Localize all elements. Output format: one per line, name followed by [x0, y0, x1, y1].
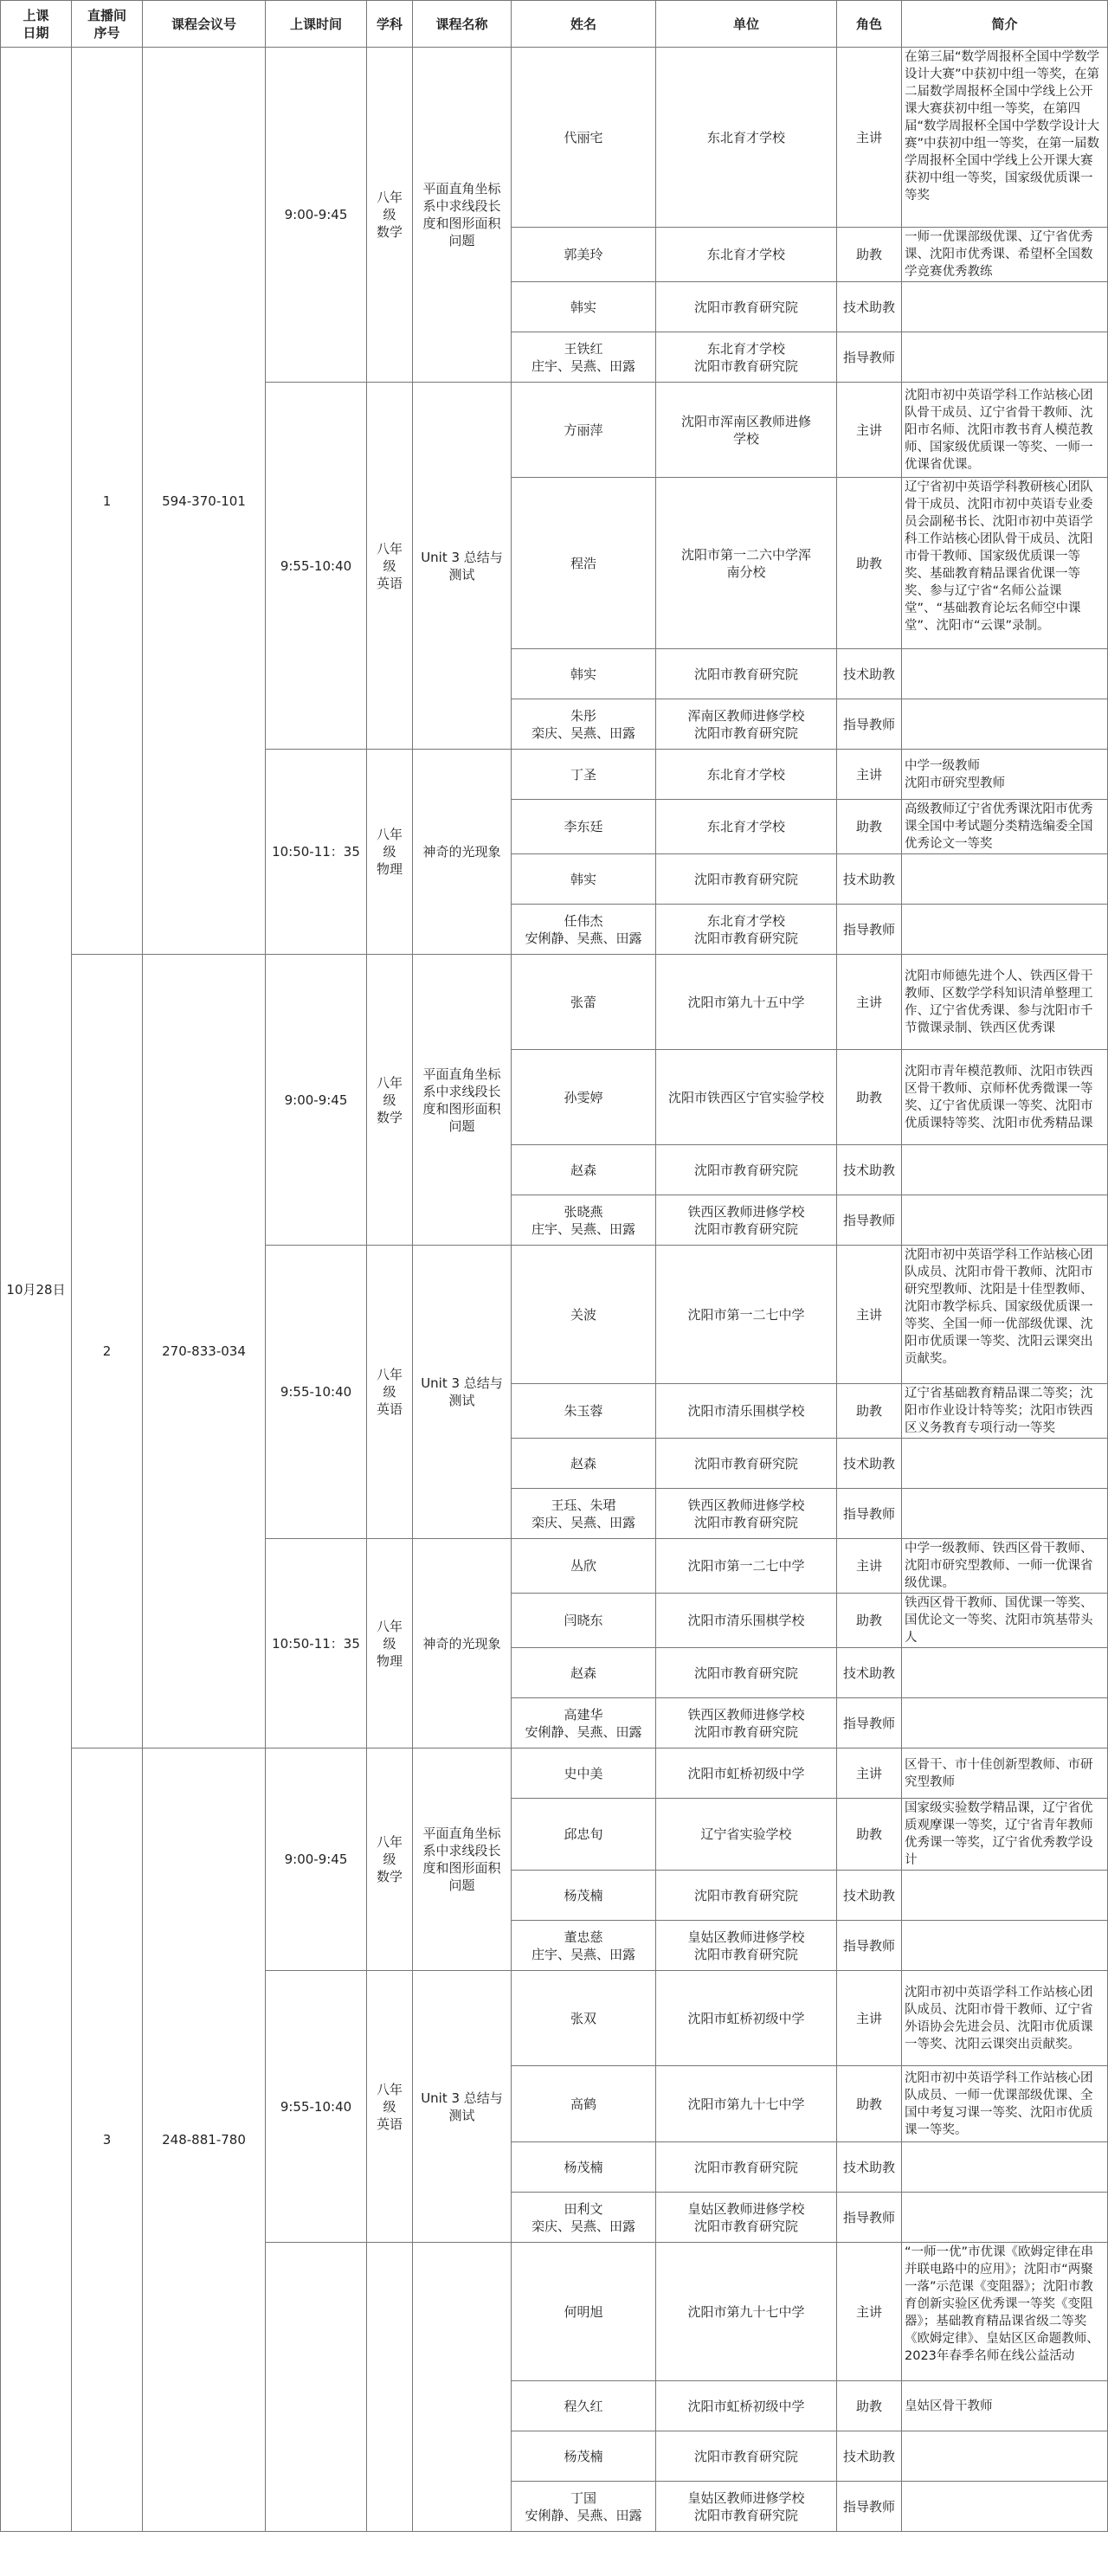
teacher-intro — [902, 2193, 1108, 2243]
teacher-role: 指导教师 — [837, 1489, 902, 1539]
column-header: 角色 — [837, 1, 902, 48]
teacher-name: 赵森 — [512, 1648, 656, 1698]
teacher-intro — [902, 1648, 1108, 1698]
teacher-unit: 沈阳市第一二七中学 — [656, 1539, 837, 1594]
teacher-intro — [902, 1489, 1108, 1539]
teacher-role: 技术助教 — [837, 1439, 902, 1489]
table-row — [1, 48, 1108, 228]
teacher-role: 技术助教 — [837, 1648, 902, 1698]
teacher-unit: 沈阳市教育研究院 — [656, 1648, 837, 1698]
teacher-name: 韩实 — [512, 649, 656, 699]
teacher-unit: 东北育才学校 — [656, 800, 837, 854]
teacher-role: 助教 — [837, 478, 902, 649]
teacher-name: 方丽萍 — [512, 383, 656, 478]
teacher-role: 主讲 — [837, 2243, 902, 2381]
teacher-unit: 沈阳市虹桥初级中学 — [656, 1748, 837, 1799]
table-row — [1, 955, 1108, 1050]
teacher-intro: 高级教师辽宁省优秀课沈阳市优秀课全国中考试题分类精选编委全国优秀论文一等奖 — [902, 800, 1108, 854]
course-name: 平面直角坐标 系中求线段长 度和图形面积 问题 — [413, 48, 512, 383]
teacher-intro — [902, 699, 1108, 750]
teacher-intro — [902, 2482, 1108, 2532]
meeting-id: 594-370-101 — [143, 48, 266, 955]
teacher-unit: 铁西区教师进修学校 沈阳市教育研究院 — [656, 1195, 837, 1246]
teacher-unit: 沈阳市第一二六中学浑 南分校 — [656, 478, 837, 649]
teacher-name: 闫晓东 — [512, 1594, 656, 1648]
teacher-unit: 沈阳市第九十五中学 — [656, 955, 837, 1050]
column-header: 上课时间 — [266, 1, 367, 48]
teacher-role: 指导教师 — [837, 2482, 902, 2532]
table-row — [1, 1748, 1108, 1799]
teacher-intro: 沈阳市青年模范教师、沈阳市铁西区骨干教师、京师杯优秀微课一等奖、辽宁省优质课一等奖、沈阳市优质课特等奖、沈阳市优秀精品课 — [902, 1050, 1108, 1145]
teacher-intro: 中学一级教师 沈阳市研究型教师 — [902, 750, 1108, 800]
column-header: 直播间 序号 — [72, 1, 143, 48]
teacher-name: 程久红 — [512, 2381, 656, 2431]
teacher-role: 指导教师 — [837, 2193, 902, 2243]
teacher-role: 助教 — [837, 1384, 902, 1439]
teacher-intro: 在第三届“数学周报杯全国中学数学设计大赛”中获初中组一等奖，在第二届数学周报杯全国中学线上公开课大赛获初中组一等奖，在第四届“数学周报杯全国中学数学设计大赛”中获初中组一等奖，在第一届数学周报杯全国中学线上公开课大赛获初中组一等奖，国家级优质课一等奖 — [902, 48, 1108, 228]
teacher-role: 指导教师 — [837, 905, 902, 955]
teacher-unit: 东北育才学校 沈阳市教育研究院 — [656, 332, 837, 383]
teacher-role: 技术助教 — [837, 2431, 902, 2482]
teacher-role: 主讲 — [837, 1539, 902, 1594]
teacher-role: 主讲 — [837, 750, 902, 800]
teacher-name: 杨茂楠 — [512, 2431, 656, 2482]
teacher-name: 代丽宅 — [512, 48, 656, 228]
teacher-name: 韩实 — [512, 854, 656, 905]
session-time: 9:55-10:40 — [266, 1971, 367, 2243]
teacher-unit: 沈阳市第九十七中学 — [656, 2243, 837, 2381]
teacher-role: 助教 — [837, 2066, 902, 2142]
teacher-unit: 东北育才学校 — [656, 750, 837, 800]
teacher-name: 杨茂楠 — [512, 2142, 656, 2193]
teacher-role: 技术助教 — [837, 2142, 902, 2193]
teacher-role: 指导教师 — [837, 332, 902, 383]
course-name — [413, 2243, 512, 2532]
teacher-intro: 皇姑区骨干教师 — [902, 2381, 1108, 2431]
teacher-role: 技术助教 — [837, 1871, 902, 1921]
teacher-unit: 东北育才学校 沈阳市教育研究院 — [656, 905, 837, 955]
meeting-id: 270-833-034 — [143, 955, 266, 1748]
teacher-unit: 沈阳市清乐围棋学校 — [656, 1384, 837, 1439]
teacher-unit: 浑南区教师进修学校 沈阳市教育研究院 — [656, 699, 837, 750]
teacher-unit: 辽宁省实验学校 — [656, 1799, 837, 1871]
teacher-intro — [902, 649, 1108, 699]
subject: 八年级 英语 — [367, 1246, 413, 1539]
course-name: 神奇的光现象 — [413, 1539, 512, 1748]
teacher-intro — [902, 1871, 1108, 1921]
table-header — [1, 1, 1108, 48]
session-time: 9:55-10:40 — [266, 1246, 367, 1539]
subject: 八年级 数学 — [367, 955, 413, 1246]
teacher-name: 丁圣 — [512, 750, 656, 800]
teacher-unit: 沈阳市教育研究院 — [656, 649, 837, 699]
teacher-intro: 辽宁省基础教育精品课二等奖；沈阳市作业设计特等奖；沈阳市铁西区义务教育专项行动一等奖 — [902, 1384, 1108, 1439]
teacher-intro: 辽宁省初中英语学科教研核心团队骨干成员、沈阳市初中英语专业委员会副秘书长、沈阳市初中英语学科工作站核心团队骨干成员、沈阳市骨干教师、国家级优质课一等奖、基础教育精品课省优课一等奖、参与辽宁省“名师公益课堂”、“基础教育论坛名师空中课堂”、沈阳市“云课”录制。 — [902, 478, 1108, 649]
teacher-intro — [902, 282, 1108, 332]
teacher-name: 张双 — [512, 1971, 656, 2066]
teacher-intro: 沈阳市初中英语学科工作站核心团队骨干成员、辽宁省骨干教师、沈阳市名师、沈阳市教书育人模范教师、国家级优质课一等奖、一师一优课省优课。 — [902, 383, 1108, 478]
teacher-role: 主讲 — [837, 955, 902, 1050]
room-number: 1 — [72, 48, 143, 955]
teacher-role: 指导教师 — [837, 1921, 902, 1971]
teacher-intro: “一师一优”市优课《欧姆定律在串并联电路中的应用》；沈阳市“两聚一落”示范课《变阻器》；沈阳市教育创新实验区优秀课一等奖《变阻器》；基础教育精品课省级二等奖《欧姆定律》、皇姑区区命题教师、2023年春季名师在线公益活动 — [902, 2243, 1108, 2381]
teacher-name: 关波 — [512, 1246, 656, 1384]
room-number: 3 — [72, 1748, 143, 2532]
subject — [367, 2243, 413, 2532]
teacher-name: 史中美 — [512, 1748, 656, 1799]
teacher-name: 王珏、朱珺 栾庆、吴燕、田露 — [512, 1489, 656, 1539]
column-header: 课程名称 — [413, 1, 512, 48]
teacher-name: 丛欣 — [512, 1539, 656, 1594]
session-time: 10:50-11：35 — [266, 750, 367, 955]
column-header: 姓名 — [512, 1, 656, 48]
teacher-name: 高建华 安俐静、吴燕、田露 — [512, 1698, 656, 1748]
teacher-unit: 沈阳市虹桥初级中学 — [656, 2381, 837, 2431]
teacher-role: 技术助教 — [837, 854, 902, 905]
teacher-intro — [902, 1195, 1108, 1246]
session-time: 9:00-9:45 — [266, 1748, 367, 1971]
session-time: 9:55-10:40 — [266, 383, 367, 750]
teacher-role: 技术助教 — [837, 649, 902, 699]
subject: 八年级 数学 — [367, 48, 413, 383]
teacher-intro — [902, 1698, 1108, 1748]
teacher-intro: 中学一级教师、铁西区骨干教师、沈阳市研究型教师、一师一优课省级优课。 — [902, 1539, 1108, 1594]
teacher-role: 主讲 — [837, 48, 902, 228]
teacher-role: 指导教师 — [837, 1698, 902, 1748]
course-name: Unit 3 总结与 测试 — [413, 1246, 512, 1539]
teacher-role: 助教 — [837, 228, 902, 282]
teacher-intro: 铁西区骨干教师、国优课一等奖、国优论文一等奖、沈阳市筑基带头人 — [902, 1594, 1108, 1648]
teacher-role: 主讲 — [837, 1246, 902, 1384]
teacher-role: 助教 — [837, 1050, 902, 1145]
teacher-role: 助教 — [837, 1594, 902, 1648]
teacher-role: 助教 — [837, 2381, 902, 2431]
teacher-name: 朱彤 栾庆、吴燕、田露 — [512, 699, 656, 750]
teacher-intro: 沈阳市初中英语学科工作站核心团队成员、沈阳市骨干教师、沈阳市研究型教师、沈阳是十佳型教师、沈阳市教学标兵、国家级优质课一等奖、全国一师一优部级优课、沈阳市优质课一等奖、沈阳云课突出贡献奖。 — [902, 1246, 1108, 1384]
teacher-intro — [902, 332, 1108, 383]
column-header: 课程会议号 — [143, 1, 266, 48]
teacher-intro: 沈阳市初中英语学科工作站核心团队成员、一师一优课部级优课、全国中考复习课一等奖、沈阳市优质课一等奖。 — [902, 2066, 1108, 2142]
teacher-role: 主讲 — [837, 1748, 902, 1799]
teacher-name: 赵森 — [512, 1439, 656, 1489]
session-time: 9:00-9:45 — [266, 48, 367, 383]
subject: 八年级 物理 — [367, 1539, 413, 1748]
teacher-intro: 国家级实验数学精品课，辽宁省优质观摩课一等奖，辽宁省青年教师优秀课一等奖，辽宁省优秀教学设计 — [902, 1799, 1108, 1871]
teacher-intro: 区骨干、市十佳创新型教师、市研究型教师 — [902, 1748, 1108, 1799]
teacher-name: 韩实 — [512, 282, 656, 332]
teacher-name: 张蕾 — [512, 955, 656, 1050]
session-time — [266, 2243, 367, 2532]
meeting-id: 248-881-780 — [143, 1748, 266, 2532]
teacher-name: 邱忠旬 — [512, 1799, 656, 1871]
teacher-name: 董忠慈 庄宇、吴燕、田露 — [512, 1921, 656, 1971]
teacher-role: 助教 — [837, 800, 902, 854]
teacher-unit: 东北育才学校 — [656, 48, 837, 228]
course-name: 神奇的光现象 — [413, 750, 512, 955]
teacher-unit: 沈阳市教育研究院 — [656, 1439, 837, 1489]
teacher-unit: 沈阳市第一二七中学 — [656, 1246, 837, 1384]
teacher-role: 技术助教 — [837, 1145, 902, 1195]
teacher-intro — [902, 854, 1108, 905]
column-header: 简介 — [902, 1, 1108, 48]
teacher-unit: 沈阳市铁西区宁官实验学校 — [656, 1050, 837, 1145]
teacher-unit: 皇姑区教师进修学校 沈阳市教育研究院 — [656, 2193, 837, 2243]
subject: 八年级 英语 — [367, 1971, 413, 2243]
teacher-unit: 沈阳市教育研究院 — [656, 2431, 837, 2482]
teacher-name: 朱玉蓉 — [512, 1384, 656, 1439]
teacher-name: 田利文 栾庆、吴燕、田露 — [512, 2193, 656, 2243]
room-number: 2 — [72, 955, 143, 1748]
teacher-unit: 皇姑区教师进修学校 沈阳市教育研究院 — [656, 1921, 837, 1971]
teacher-name: 张晓燕 庄宇、吴燕、田露 — [512, 1195, 656, 1246]
teacher-unit: 沈阳市教育研究院 — [656, 282, 837, 332]
teacher-name: 程浩 — [512, 478, 656, 649]
teacher-role: 指导教师 — [837, 699, 902, 750]
teacher-unit: 沈阳市教育研究院 — [656, 1871, 837, 1921]
teacher-unit: 沈阳市浑南区教师进修 学校 — [656, 383, 837, 478]
teacher-name: 赵森 — [512, 1145, 656, 1195]
teacher-name: 何明旭 — [512, 2243, 656, 2381]
column-header: 上课 日期 — [1, 1, 72, 48]
teacher-intro — [902, 905, 1108, 955]
subject: 八年级 数学 — [367, 1748, 413, 1971]
course-name: Unit 3 总结与 测试 — [413, 383, 512, 750]
teacher-name: 杨茂楠 — [512, 1871, 656, 1921]
subject: 八年级 物理 — [367, 750, 413, 955]
column-header: 学科 — [367, 1, 413, 48]
teacher-intro — [902, 2431, 1108, 2482]
teacher-unit: 沈阳市第九十七中学 — [656, 2066, 837, 2142]
teacher-unit: 沈阳市清乐围棋学校 — [656, 1594, 837, 1648]
teacher-unit: 东北育才学校 — [656, 228, 837, 282]
teacher-intro — [902, 2142, 1108, 2193]
teacher-intro — [902, 1921, 1108, 1971]
teacher-intro: 沈阳市师德先进个人、铁西区骨干教师、区数学学科知识清单整理工作、辽宁省优秀课、参与沈阳市千节微课录制、铁西区优秀课 — [902, 955, 1108, 1050]
teacher-unit: 沈阳市教育研究院 — [656, 1145, 837, 1195]
course-name: 平面直角坐标 系中求线段长 度和图形面积 问题 — [413, 955, 512, 1246]
teacher-role: 主讲 — [837, 383, 902, 478]
session-time: 10:50-11：35 — [266, 1539, 367, 1748]
course-name: 平面直角坐标 系中求线段长 度和图形面积 问题 — [413, 1748, 512, 1971]
teacher-name: 任伟杰 安俐静、吴燕、田露 — [512, 905, 656, 955]
session-time: 9:00-9:45 — [266, 955, 367, 1246]
teacher-unit: 沈阳市教育研究院 — [656, 854, 837, 905]
column-header: 单位 — [656, 1, 837, 48]
subject: 八年级 英语 — [367, 383, 413, 750]
date-cell: 10月28日 — [1, 48, 72, 2532]
teacher-name: 郭美玲 — [512, 228, 656, 282]
teacher-unit: 沈阳市教育研究院 — [656, 2142, 837, 2193]
teacher-unit: 铁西区教师进修学校 沈阳市教育研究院 — [656, 1489, 837, 1539]
teacher-unit: 铁西区教师进修学校 沈阳市教育研究院 — [656, 1698, 837, 1748]
teacher-intro — [902, 1439, 1108, 1489]
teacher-role: 技术助教 — [837, 282, 902, 332]
teacher-name: 李东廷 — [512, 800, 656, 854]
teacher-name: 王铁红 庄宇、吴燕、田露 — [512, 332, 656, 383]
teacher-unit: 皇姑区教师进修学校 沈阳市教育研究院 — [656, 2482, 837, 2532]
teacher-intro: 沈阳市初中英语学科工作站核心团队成员、沈阳市骨干教师、辽宁省外语协会先进会员、沈阳市优质课一等奖、沈阳云课突出贡献奖。 — [902, 1971, 1108, 2066]
teacher-role: 指导教师 — [837, 1195, 902, 1246]
course-name: Unit 3 总结与 测试 — [413, 1971, 512, 2243]
teacher-intro: 一师一优课部级优课、辽宁省优秀课、沈阳市优秀课、希望杯全国数学竞赛优秀教练 — [902, 228, 1108, 282]
teacher-unit: 沈阳市虹桥初级中学 — [656, 1971, 837, 2066]
teacher-role: 主讲 — [837, 1971, 902, 2066]
teacher-intro — [902, 1145, 1108, 1195]
teacher-name: 孙雯婷 — [512, 1050, 656, 1145]
teacher-name: 高鹤 — [512, 2066, 656, 2142]
teacher-role: 助教 — [837, 1799, 902, 1871]
teacher-name: 丁国 安俐静、吴燕、田露 — [512, 2482, 656, 2532]
